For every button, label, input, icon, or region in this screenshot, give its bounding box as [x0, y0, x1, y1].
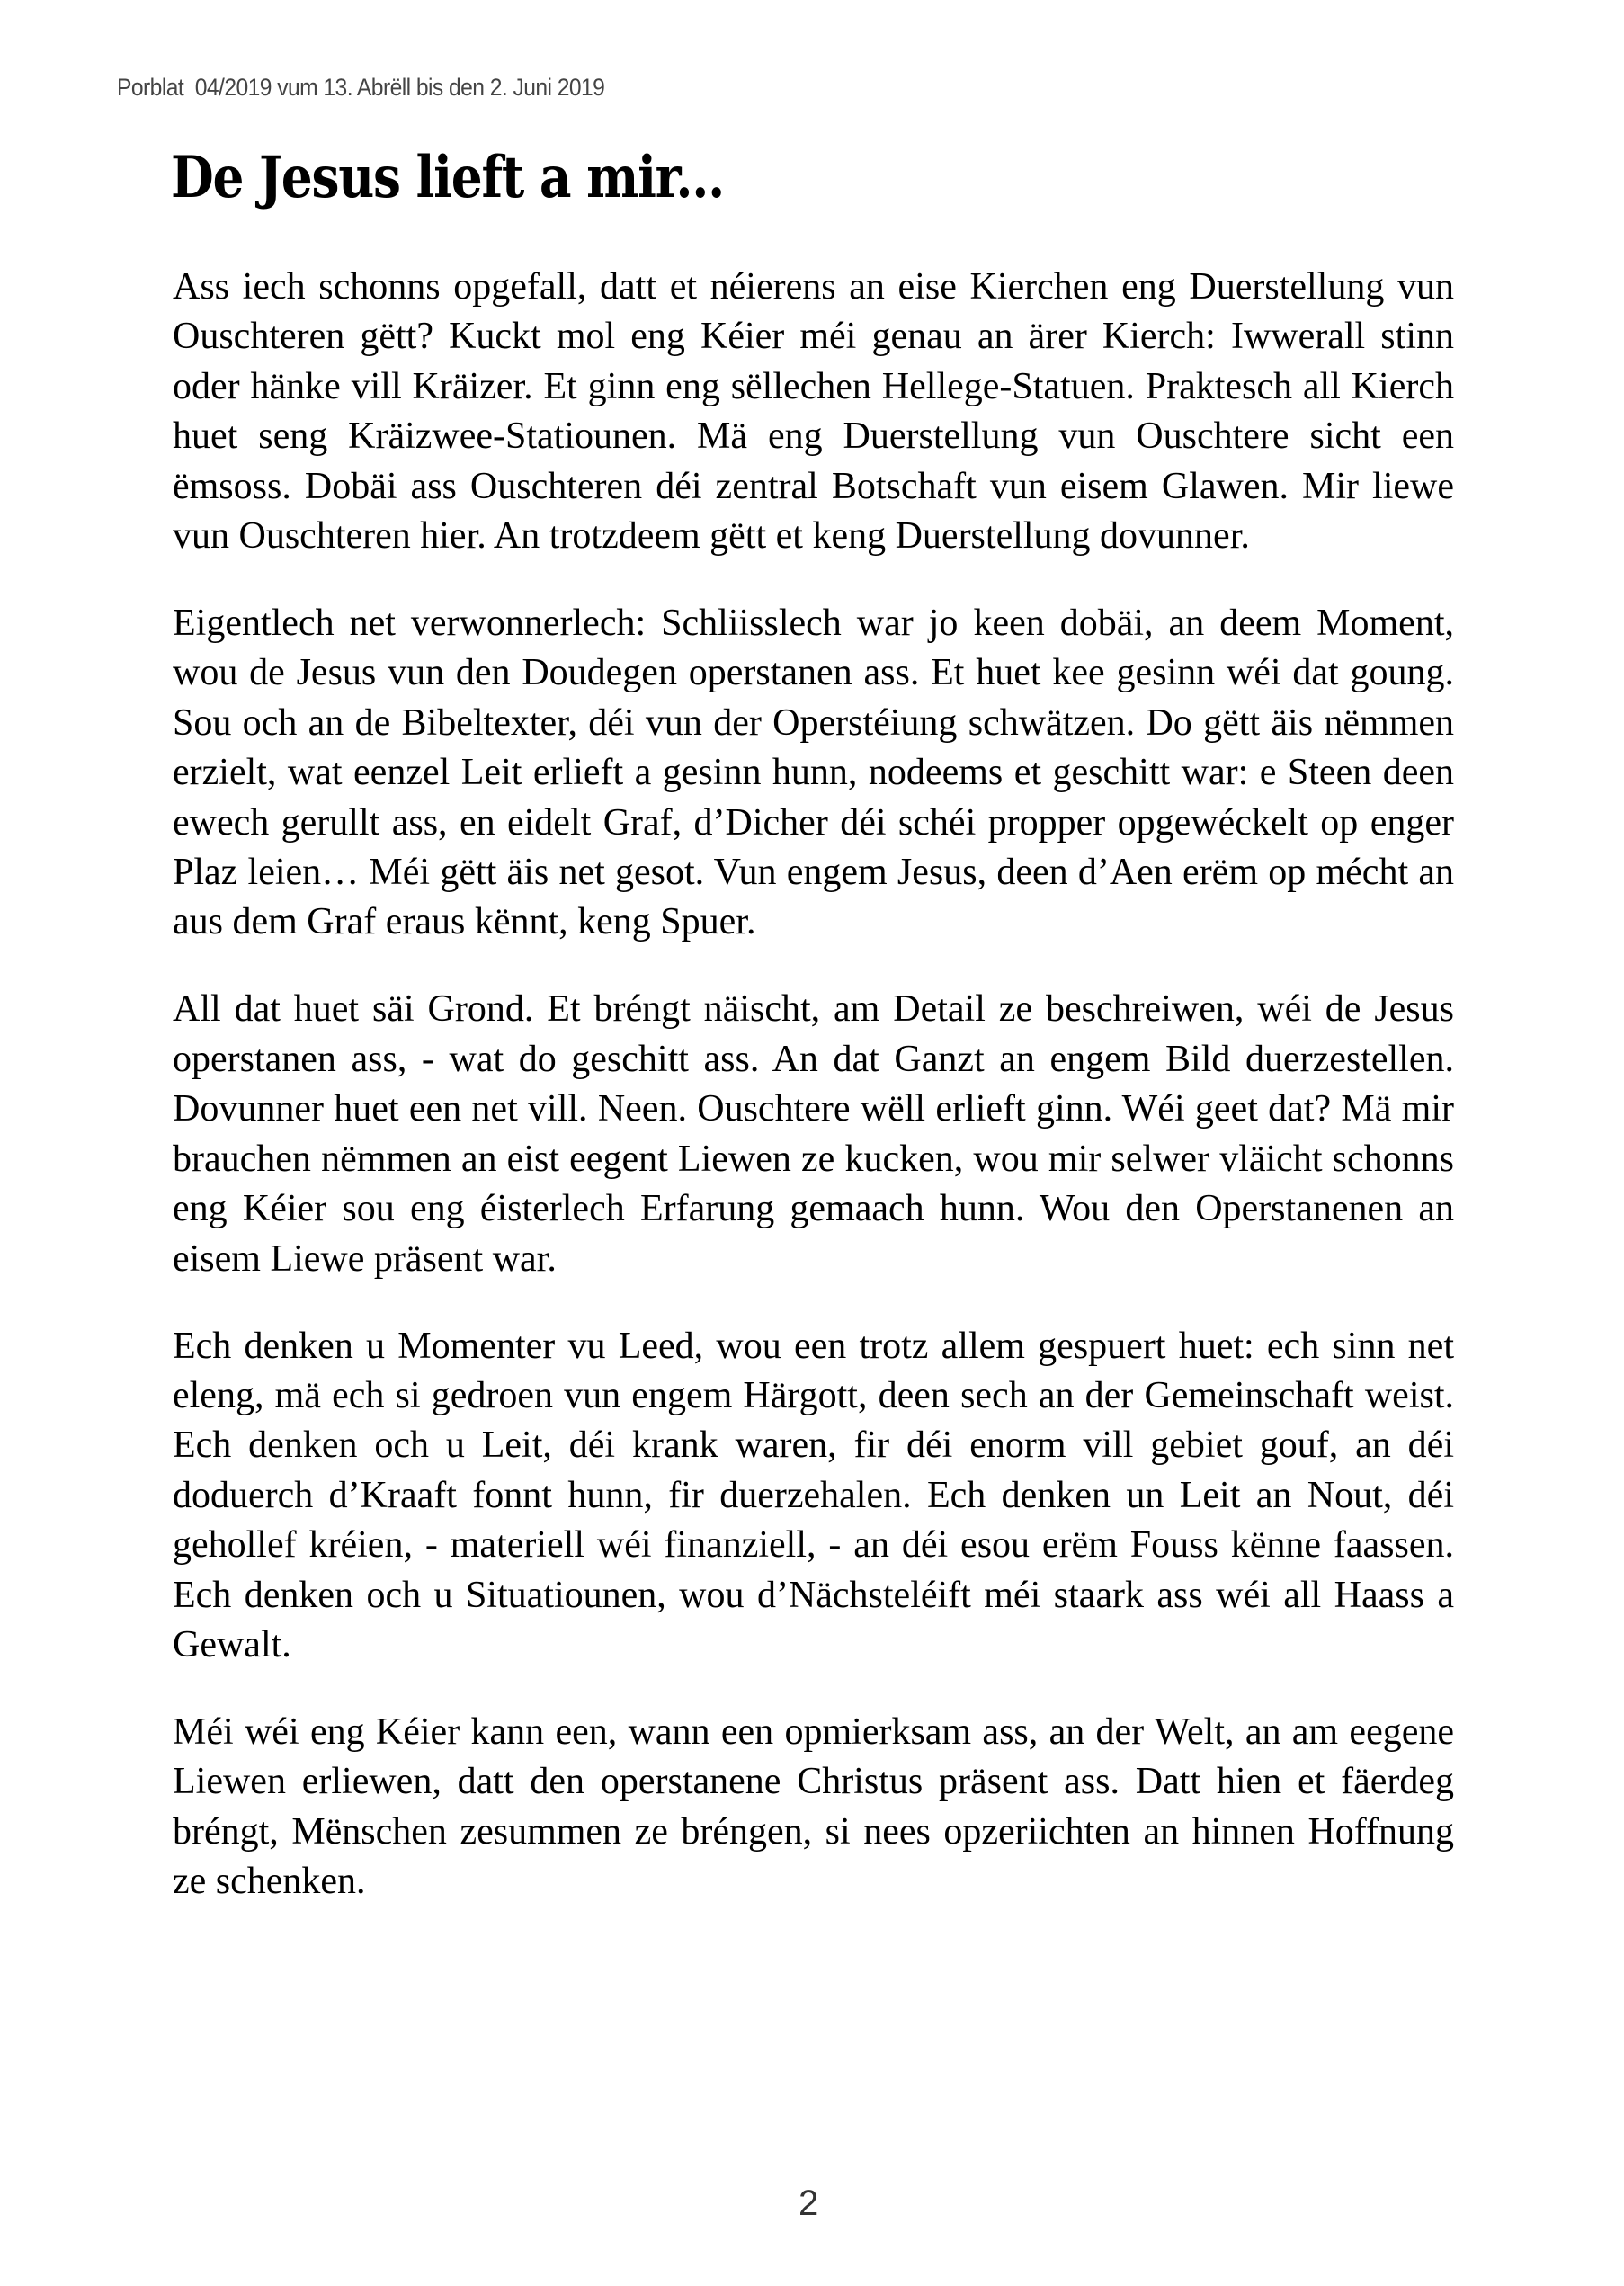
running-header: Porblat 04/2019 vum 13. Abrëll bis den 2. Juni 2019	[117, 74, 605, 101]
article-body	[173, 263, 1454, 1944]
paragraph-4: Ech denken u Momenter vu Leed, wou een trotz allem gespuert huet: ech sinn net eleng, mä ech si gedroen vun engem Härgott, deen sech an der Gemeinschaft weist. Ech denken och u Leit, déi krank waren, fir déi enorm vill gebiet gouf, an déi doduerch d’Kraaft fonnt hunn, fir duerzehalen. Ech denken un Leit an Nout, déi gehollef kréien, - materiell wéi finanziell, - an déi esou erëm Fouss kënne faassen. Ech denken och u Situatiounen, wou d’Nächsteléift méi staark ass wéi all Haass a Gewalt.	[173, 1325, 1454, 1665]
article-title: De Jesus lieft a mir...	[171, 144, 724, 211]
paragraph-5: Méi wéi eng Kéier kann een, wann een opmierksam ass, an der Welt, an am eegene Liewen erliewen, datt den operstanene Christus präsent ass. Datt hien et fäerdeg bréngt, Mënschen zesummen ze bréngen, si nees opzeriichten an hinnen Hoffnung ze schenken.	[173, 1710, 1454, 1903]
paragraph-2: Eigentlech net verwonnerlech: Schliisslech war jo keen dobäi, an deem Moment, wou de Jesus vun den Doudegen operstanen ass. Et huet kee gesinn wéi dat goung. Sou och an de Bibeltexter, déi vun der Operstéiung schwätzen. Do gëtt äis nëmmen erzielt, wat eenzel Leit erlieft a gesinn hunn, nodeems et geschitt war: e Steen deen ewech gerullt ass, en eidelt Graf, d’Dicher déi schéi propper opgewéckelt op enger Plaz leien… Méi gëtt äis net gesot. Vun engem Jesus, deen d’Aen erëm op mécht an aus dem Graf eraus kënnt, keng Spuer.	[173, 603, 1454, 943]
paragraph-3: All dat huet säi Grond. Et bréngt näischt, am Detail ze beschreiwen, wéi de Jesus operstanen ass, - wat do geschitt ass. An dat Ganzt an engem Bild duerzestellen. Dovunner huet een net vill. Neen. Ouschtere wëll erlieft ginn. Wéi geet dat? Mä mir brauchen nëmmen an eist eegent Liewen ze kucken, wou mir selwer vläicht schonns eng Kéier sou eng éisterlech Erfarung gemaach hunn. Wou den Operstanenen an eisem Liewe präsent war.	[173, 988, 1454, 1280]
paragraph-1: Ass iech schonns opgefall, datt et néierens an eise Kierchen eng Duerstellung vun Ouschteren gëtt? Kuckt mol eng Kéier méi genau an ärer Kierch: Iwwerall stinn oder hänke vill Kräizer. Et ginn eng sëllechen Hellege-Statuen. Praktesch all Kierch huet seng Kräizwee-Statiounen. Mä eng Duerstellung vun Ouschtere sicht een ëmsoss. Dobäi ass Ouschteren déi zentral Botschaft vun eisem Glawen. Mir liewe vun Ouschteren hier. An trotzdeem gëtt et keng Duerstellung dovunner.	[173, 266, 1454, 558]
page-number: 2	[799, 2183, 819, 2223]
